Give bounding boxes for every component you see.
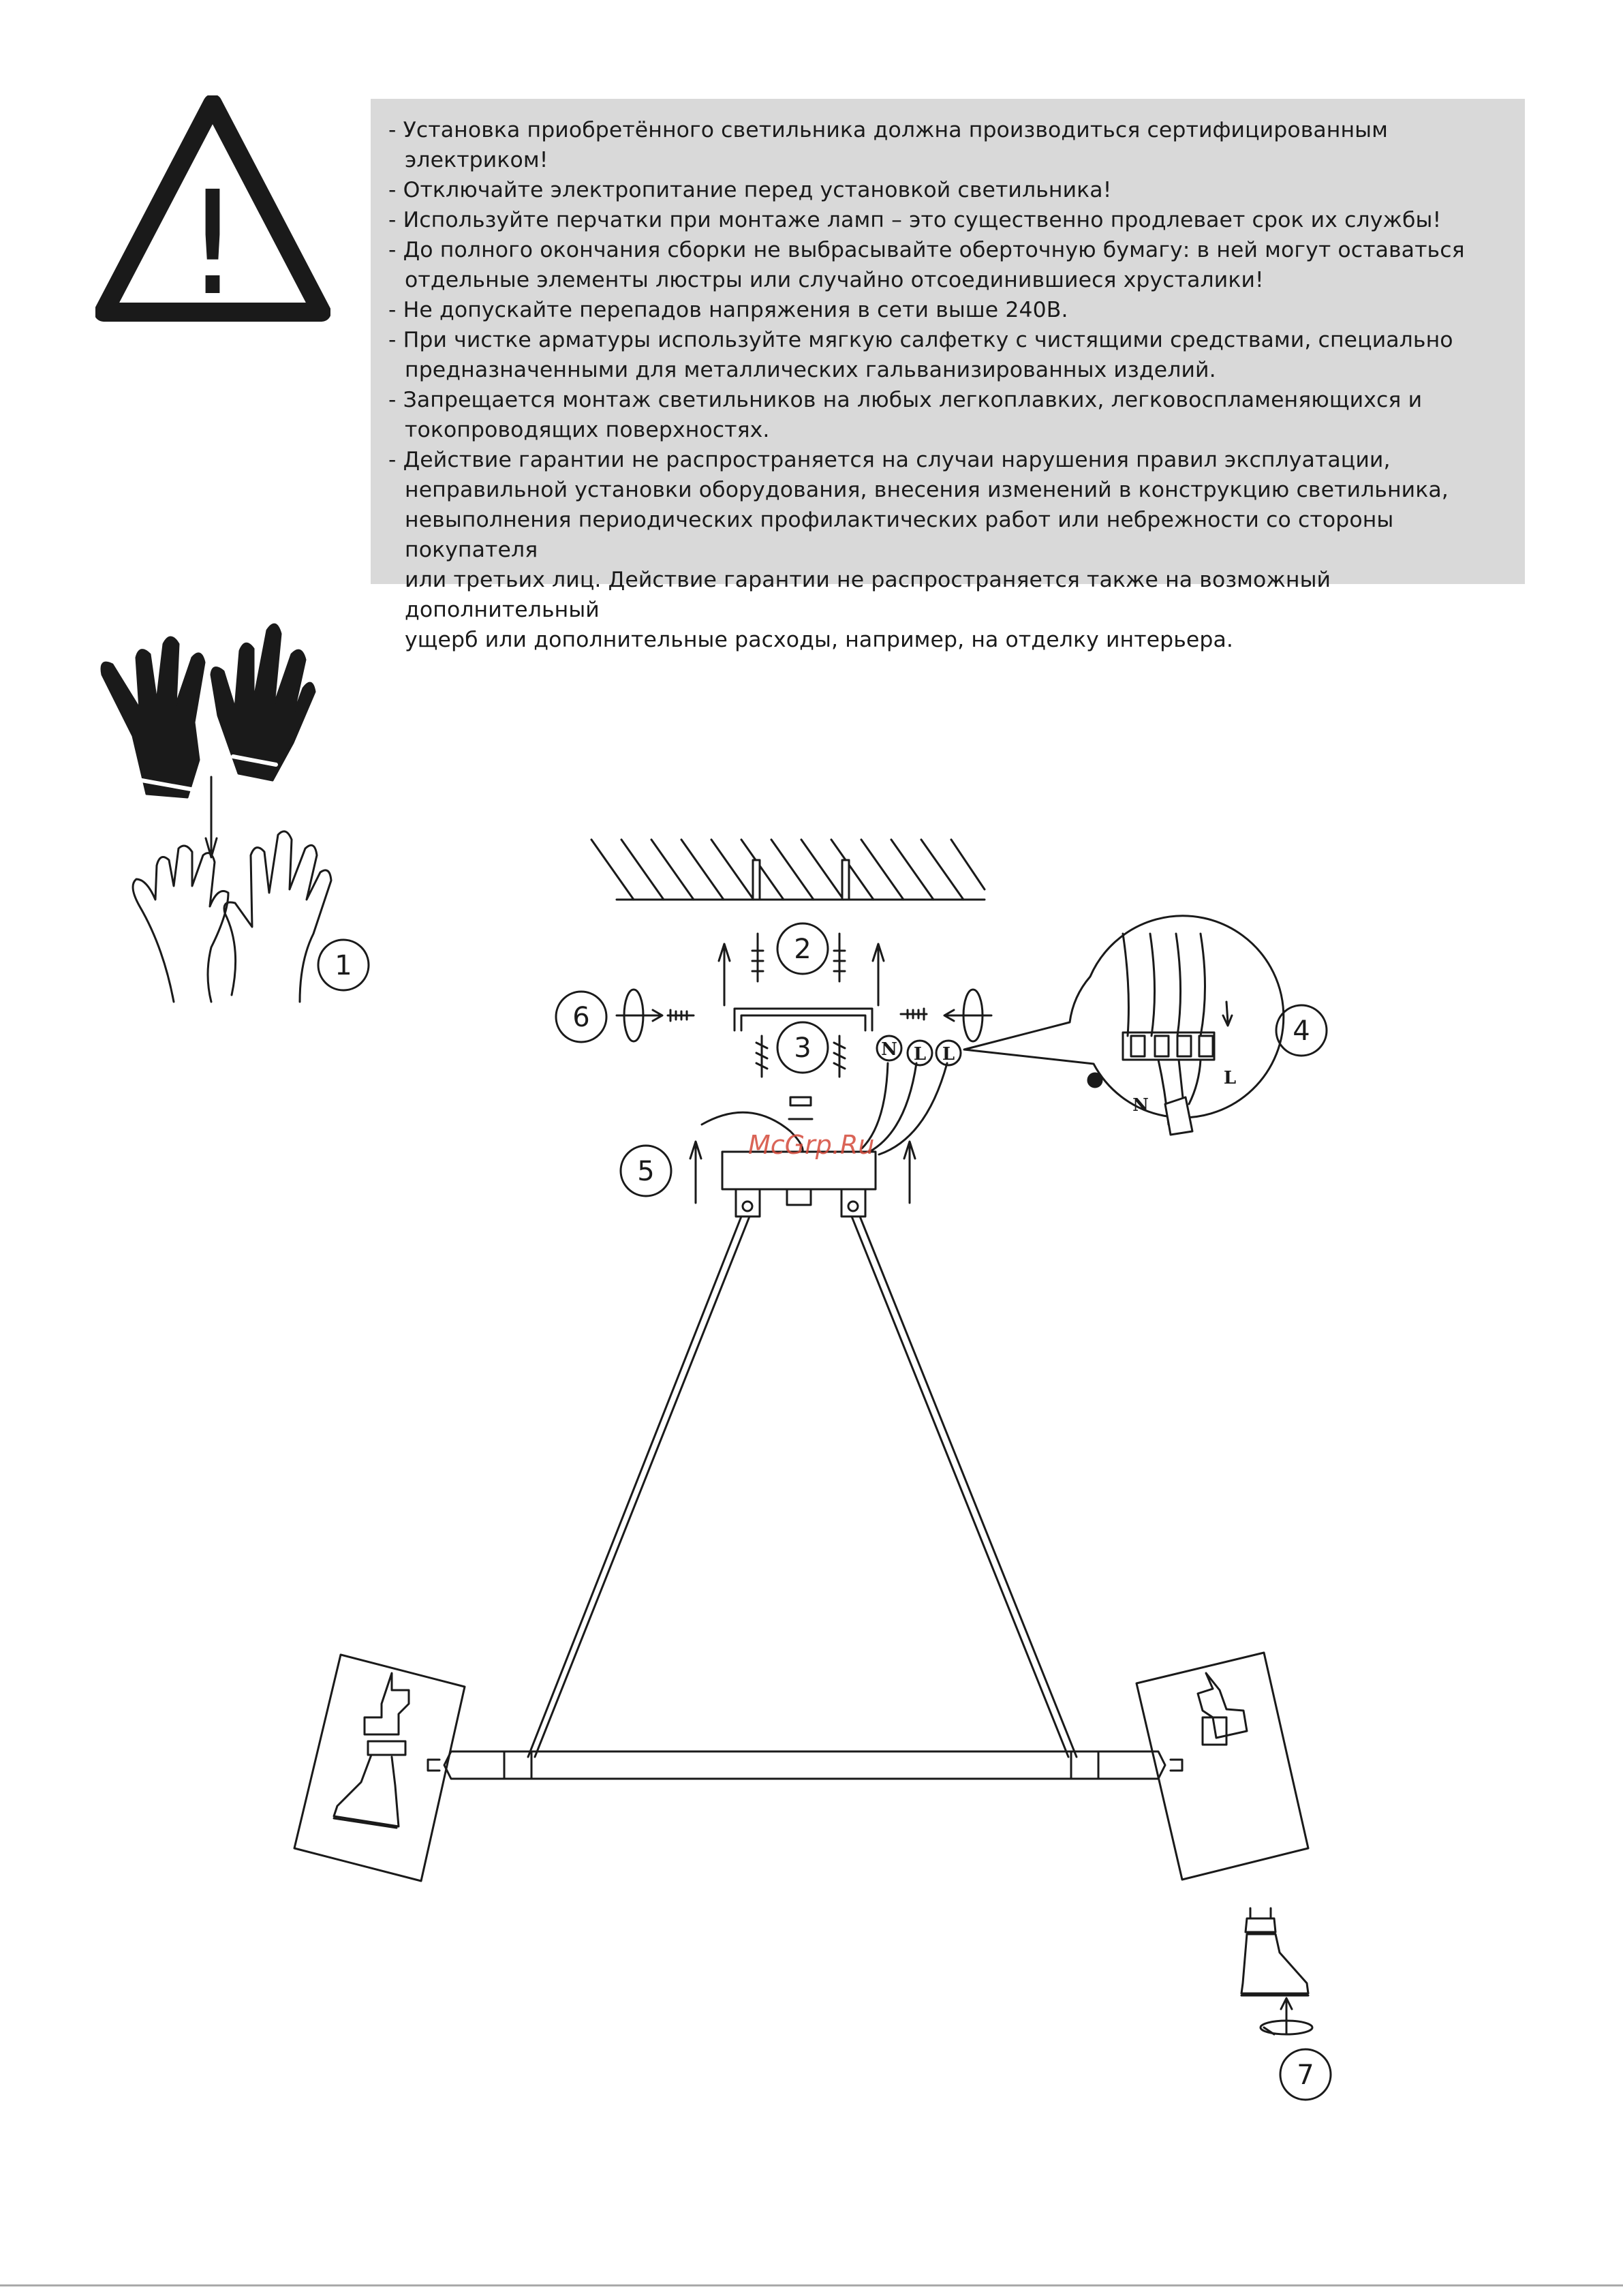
notice-item: - Отключайте электропитание перед установкой светильника! (388, 178, 1112, 202)
notice-item: - До полного окончания сборки не выбрасывайте оберточную бумагу: в ней могут оставаться отдельные элементы люстры или случайно отсоединившиеся хрусталики! (388, 238, 1465, 292)
step-number-4: 4 (1293, 1015, 1310, 1047)
detail-label-live: L (1223, 1068, 1237, 1088)
gu10-bulb-icon (1241, 1908, 1308, 1995)
safety-notice-box (371, 99, 1525, 652)
step-number-5: 5 (637, 1156, 655, 1187)
watermark: McGrp.Ru (748, 1130, 875, 1160)
up-arrow (690, 1142, 701, 1203)
supply-wire (869, 1063, 916, 1152)
terminal-l: L (913, 1044, 927, 1065)
rotate-arrow-icon (1261, 1998, 1312, 2034)
up-arrow (719, 944, 730, 1005)
gloves-icon (102, 624, 315, 797)
step-number-3: 3 (794, 1032, 812, 1064)
terminal-l: L (942, 1044, 955, 1065)
step-number-7: 7 (1297, 2060, 1314, 2091)
bottom-rule (0, 2284, 1623, 2286)
left-spot-shade (294, 1655, 465, 1881)
right-spot-shade (1137, 1653, 1308, 1880)
ceiling-hatch (591, 840, 985, 900)
light-bar (428, 1751, 1182, 1779)
safety-notice-list (388, 115, 1525, 655)
up-arrow (873, 944, 884, 1005)
terminal-n: N (881, 1039, 897, 1060)
notice-item: - При чистке арматуры используйте мягкую салфетку с чистящими средствами, специально предназначенными для металлических гальванизированных изделий. (388, 328, 1453, 382)
step-number-1: 1 (335, 950, 352, 981)
canopy-box (722, 1152, 876, 1216)
fitting-part (789, 1097, 812, 1119)
step-number-6: 6 (572, 1002, 590, 1033)
gloves-to-hands-arrow (206, 777, 217, 857)
assembly-diagram (0, 600, 1623, 2235)
mounting-bracket (735, 1009, 872, 1030)
notice-item: - Не допускайте перепадов напряжения в сети выше 240В. (388, 298, 1068, 322)
notice-item: - Установка приобретённого светильника должна производиться сертифицированным электриком! (388, 118, 1389, 172)
step-number-2: 2 (794, 934, 812, 965)
warning-triangle-icon (95, 95, 330, 327)
notice-item: - Используйте перчатки при монтаже ламп – это существенно продлевает срок их службы! (388, 208, 1442, 232)
bare-hands-icon (133, 831, 331, 1002)
notice-item: - Действие гарантии не распространяется на случаи нарушения правил эксплуатации, неправильной установки оборудования, внесения изменений в конструкцию светильника, невыполнения периодических профилактических работ или небрежности со стороны покупателя или третьих лиц. Действие гарантии не распространяется также на возможный дополнительный ущерб или дополнительные расходы, например, на отделку интерьера. (388, 448, 1449, 652)
suspension-cable (852, 1216, 1077, 1757)
suspension-cable (528, 1216, 749, 1757)
detail-label-neutral: N (1132, 1095, 1149, 1116)
up-arrow (904, 1142, 915, 1203)
warning-exclamation: ! (183, 160, 242, 327)
notice-item: - Запрещается монтаж светильников на любых легкоплавких, легковоспламеняющихся и токопроводящих поверхностях. (388, 388, 1423, 442)
